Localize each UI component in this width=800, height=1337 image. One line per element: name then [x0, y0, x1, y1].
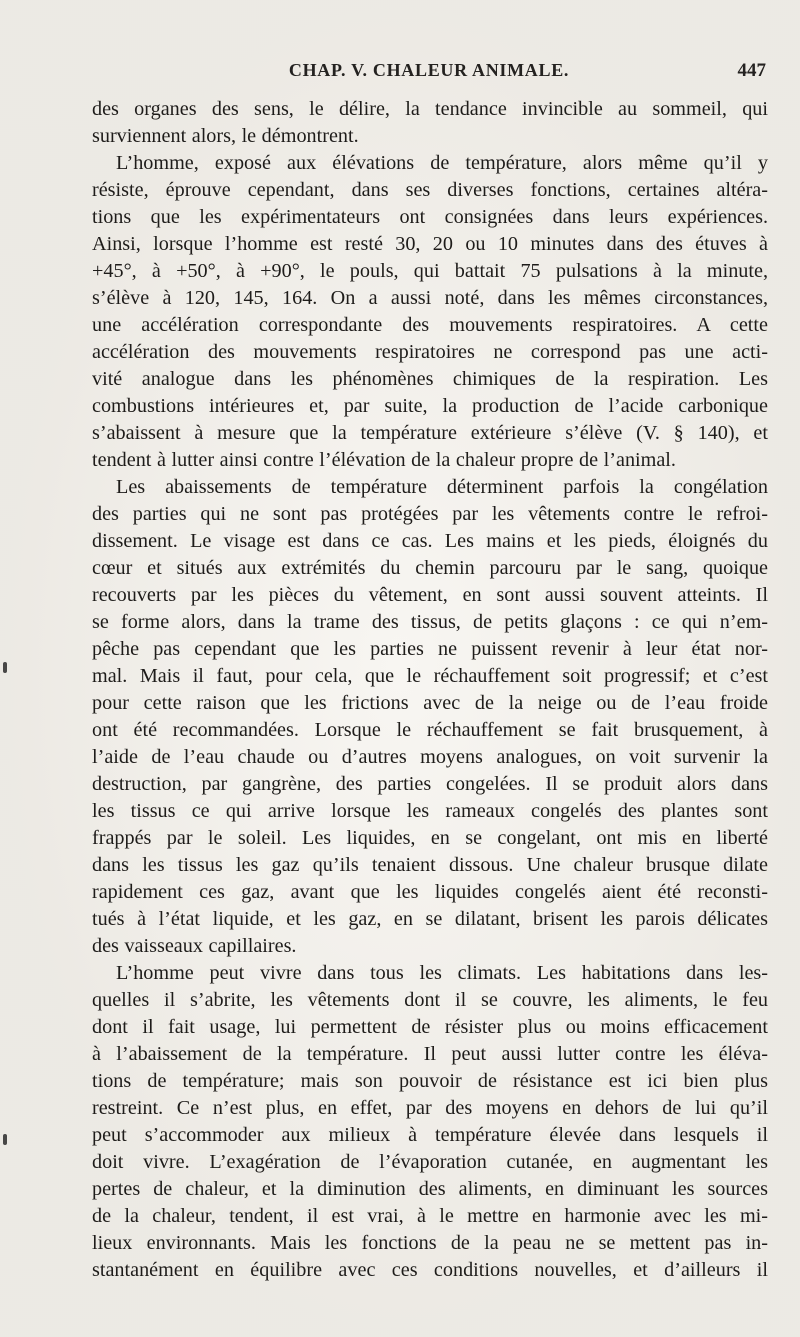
text-line: vité analogue dans les phénomènes chimiques de la respiration. Les	[92, 368, 768, 390]
body-text	[92, 96, 768, 1284]
text-line: mal. Mais il faut, pour cela, que le réchauffement soit progressif; et c’est	[92, 665, 768, 687]
text-line: les tissus ce qui arrive lorsque les rameaux congelés des plantes sont	[92, 800, 768, 822]
text-line: tions que les expérimentateurs ont consignées dans leurs expériences.	[92, 206, 768, 228]
text-line: lieux environnants. Mais les fonctions de la peau ne se mettent pas in-	[92, 1232, 768, 1254]
text-line: +45°, à +50°, à +90°, le pouls, qui battait 75 pulsations à la minute,	[92, 260, 768, 282]
text-line: L’homme peut vivre dans tous les climats. Les habitations dans les-	[116, 962, 768, 984]
text-line: Les abaissements de température déterminent parfois la congélation	[116, 476, 768, 498]
text-line: ont été recommandées. Lorsque le réchauffement se fait brusquement, à	[92, 719, 768, 741]
text-line: se forme alors, dans la trame des tissus, de petits glaçons : ce qui n’em-	[92, 611, 768, 633]
running-head: CHAP. V. CHALEUR ANIMALE.	[288, 60, 570, 80]
text-line: pêche pas cependant que les parties ne puissent revenir à leur état nor-	[92, 638, 768, 660]
text-line: à l’abaissement de la température. Il peut aussi lutter contre les éléva-	[92, 1043, 768, 1065]
text-line: tions de température; mais son pouvoir de résistance est ici bien plus	[92, 1070, 768, 1092]
text-line: une accélération correspondante des mouvements respiratoires. A cette	[92, 314, 768, 336]
text-line: tués à l’état liquide, et les gaz, en se dilatant, brisent les parois délicates	[92, 908, 768, 930]
text-line: L’homme, exposé aux élévations de température, alors même qu’il y	[116, 152, 768, 174]
text-line: résiste, éprouve cependant, dans ses diverses fonctions, certaines altéra-	[92, 179, 768, 201]
page-number: 447	[737, 60, 766, 81]
text-line: l’aide de l’eau chaude ou d’autres moyens analogues, on voit survenir la	[92, 746, 768, 768]
text-line: destruction, par gangrène, des parties congelées. Il se produit alors dans	[92, 773, 768, 795]
text-line: Ainsi, lorsque l’homme est resté 30, 20 ou 10 minutes dans des étuves à	[92, 233, 768, 255]
text-line: surviennent alors, le démontrent.	[92, 125, 359, 147]
text-line: des parties qui ne sont pas protégées par les vêtements contre le refroi-	[92, 503, 768, 525]
text-line: s’abaissent à mesure que la température extérieure s’élève (V. § 140), et	[92, 422, 768, 444]
text-line: recouverts par les pièces du vêtement, en sont aussi souvent atteints. Il	[92, 584, 768, 606]
text-line: des organes des sens, le délire, la tendance invincible au sommeil, qui	[92, 98, 768, 120]
text-line: quelles il s’abrite, les vêtements dont il se couvre, les aliments, le feu	[92, 989, 768, 1011]
text-line: s’élève à 120, 145, 164. On a aussi noté, dans les mêmes circonstances,	[92, 287, 768, 309]
text-line: cœur et situés aux extrémités du chemin parcouru par le sang, quoique	[92, 557, 768, 579]
text-line: tendent à lutter ainsi contre l’élévation de la chaleur propre de l’animal.	[92, 449, 676, 471]
text-line: dissement. Le visage est dans ce cas. Les mains et les pieds, éloignés du	[92, 530, 768, 552]
binding-mark	[3, 662, 7, 673]
text-line: restreint. Ce n’est plus, en effet, par des moyens en dehors de lui qu’il	[92, 1097, 768, 1119]
text-line: doit vivre. L’exagération de l’évaporation cutanée, en augmentant les	[92, 1151, 768, 1173]
text-line: des vaisseaux capillaires.	[92, 935, 297, 957]
text-line: de la chaleur, tendent, il est vrai, à le mettre en harmonie avec les mi-	[92, 1205, 768, 1227]
text-line: stantanément en équilibre avec ces conditions nouvelles, et d’ailleurs il	[92, 1259, 768, 1281]
text-line: dont il fait usage, lui permettent de résister plus ou moins efficacement	[92, 1016, 768, 1038]
text-line: pour cette raison que les frictions avec de la neige ou de l’eau froide	[92, 692, 768, 714]
page-header	[92, 60, 766, 90]
text-line: dans les tissus les gaz qu’ils tenaient dissous. Une chaleur brusque dilate	[92, 854, 768, 876]
text-line: accélération des mouvements respiratoires ne correspond pas une acti-	[92, 341, 768, 363]
text-line: rapidement ces gaz, avant que les liquides congelés aient été reconsti-	[92, 881, 768, 903]
binding-mark	[3, 1134, 7, 1145]
text-line: pertes de chaleur, et la diminution des aliments, en diminuant les sources	[92, 1178, 768, 1200]
text-line: combustions intérieures et, par suite, la production de l’acide carbonique	[92, 395, 768, 417]
text-line: frappés par le soleil. Les liquides, en se congelant, ont mis en liberté	[92, 827, 768, 849]
text-line: peut s’accommoder aux milieux à température élevée dans lesquels il	[92, 1124, 768, 1146]
